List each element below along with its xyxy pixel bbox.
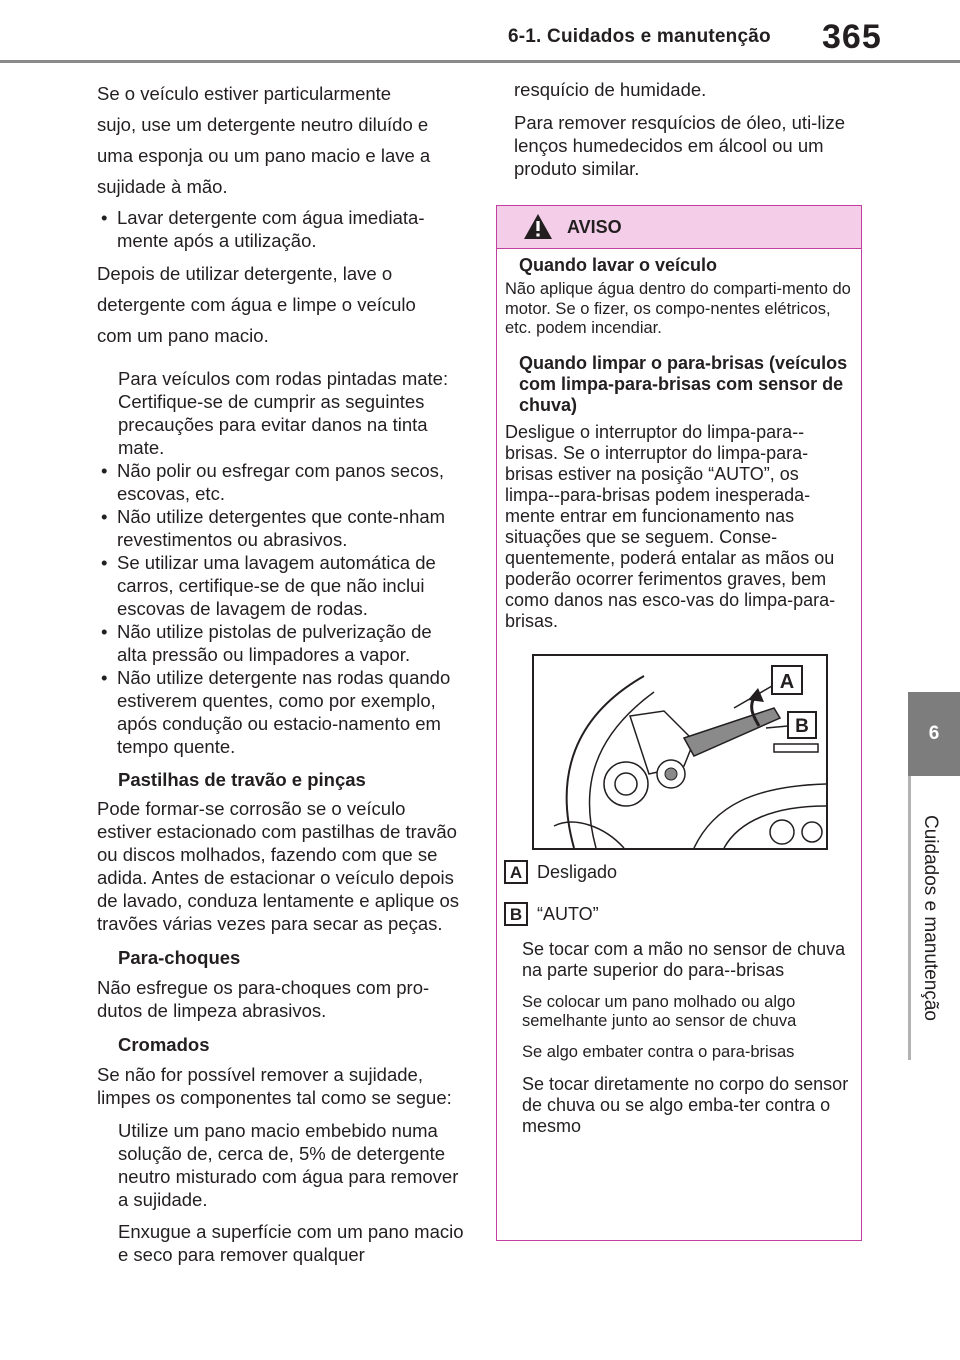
legend-item-a — [505, 862, 852, 883]
text-line: com um pano macio. — [97, 325, 269, 346]
bullet-item: • Lavar detergente com água imediata-mente após a utilização. — [97, 206, 465, 252]
callout-a-label: A — [779, 670, 795, 693]
chapter-tab-label: Cuidados e manutenção — [920, 815, 941, 1021]
left-column — [97, 78, 465, 1266]
legend-text-a: Desligado — [537, 861, 618, 882]
chrome-heading: Cromados — [118, 1034, 210, 1055]
warning-box — [496, 205, 862, 1241]
bullet-item: • Se utilizar uma lavagem automática de carros, certifique-se de que não inclui escovas de lavagem de rodas. — [97, 551, 465, 620]
situation-item: Se algo embater contra o para-brisas — [522, 1042, 795, 1061]
chrome-step-2: Enxugue a superfície com um pano macio e seco para remover qualquer — [118, 1221, 464, 1265]
bullet-item: • Não utilize pistolas de pulverização de alta pressão ou limpadores a vapor. — [97, 620, 465, 666]
situation-item: Se colocar um pano molhado ou algo semelhante junto ao sensor de chuva — [522, 992, 797, 1030]
section-title: 6-1. Cuidados e manutenção — [508, 26, 771, 47]
rinse-paragraph — [97, 258, 465, 351]
wiper-switch-illustration — [534, 656, 826, 848]
warning-header — [497, 206, 861, 249]
bullet-item: • Não utilize detergente nas rodas quando estiverem quentes, como por exemplo, após condução ou estacio-namento em tempo quente. — [97, 666, 465, 758]
wiper-heading: Quando limpar o para-brisas (veículos com limpa-para-brisas com sensor de chuva) — [519, 352, 848, 415]
situation-item: Se tocar diretamente no corpo do sensor de chuva ou se algo emba-ter contra o mesmo — [522, 1074, 849, 1136]
bullet-item: • Não polir ou esfregar com panos secos, escovas, etc. — [97, 459, 465, 505]
header-divider — [0, 60, 960, 63]
text-line: Depois de utilizar detergente, lave o — [97, 263, 393, 284]
intro-paragraph — [97, 78, 465, 202]
legend-key-b: B — [504, 902, 528, 926]
legend-item-b — [505, 904, 852, 925]
wiper-paragraph: Desligue o interruptor do limpa-para--brisas. Se o interruptor do limpa-para-brisas estiver na posição “AUTO”, os limpa--para-brisas podem inesperada-mente entrar em funcionamento nas situações que se seguem. Conse-quentemente, poderá entalar as mãos ou poderão ocorrer ferimentos graves, bem como danos nas esco-vas do limpa-para-brisas. — [505, 421, 836, 631]
text-line: uma esponja ou um pano macio e lave a — [97, 145, 431, 166]
wiper-switch-figure — [532, 654, 828, 850]
washing-heading: Quando lavar o veículo — [519, 255, 718, 275]
chrome-paragraph: Se não for possível remover a sujidade, limpes os componentes tal como se segue: — [97, 1064, 452, 1108]
situation-item: Se tocar com a mão no sensor de chuva na parte superior do para--brisas — [522, 938, 846, 980]
bullet-item: • Não utilize detergentes que conte-nham revestimentos ou abrasivos. — [97, 505, 465, 551]
continued-text: resquício de humidade. — [514, 79, 707, 100]
text-line: Se o veículo estiver particularmente — [97, 83, 392, 104]
bumpers-paragraph: Não esfregue os para-choques com pro-dutos de limpeza abrasivos. — [97, 977, 430, 1021]
legend-text-b: “AUTO” — [537, 903, 599, 924]
matte-wheels-intro: Para veículos com rodas pintadas mate: Certifique-se de cumprir as seguintes precauções para evitar danos na tinta mate. — [118, 368, 449, 458]
text-line: detergente com água e limpe o veículo — [97, 294, 416, 315]
brakes-heading: Pastilhas de travão e pinças — [118, 769, 366, 790]
right-column — [497, 78, 863, 180]
oil-paragraph: Para remover resquícios de óleo, uti-lize lenços humedecidos em álcool ou um produto similar. — [514, 112, 846, 179]
page-number: 365 — [822, 18, 882, 56]
warning-body — [497, 249, 861, 1137]
washing-paragraph: Não aplique água dentro do comparti-mento do motor. Se o fizer, os compo-nentes elétricos, etc. podem incendiar. — [505, 280, 851, 337]
bumpers-heading: Para-choques — [118, 947, 241, 968]
warning-label: AVISO — [567, 217, 622, 237]
text-line: sujidade à mão. — [97, 176, 228, 197]
brakes-paragraph: Pode formar-se corrosão se o veículo estiver estacionado com pastilhas de travão ou discos molhados, fazendo com que se adida. Antes de estacionar o veículo depois de lavado, conduza lentamente e aplique os travões várias vezes para secar as peças. — [97, 798, 460, 934]
text-line: sujo, use um detergente neutro diluído e — [97, 114, 429, 135]
legend-key-a: A — [504, 860, 528, 884]
chapter-tab-number: 6 — [908, 692, 960, 776]
callout-b-label: B — [795, 715, 809, 737]
warning-triangle-icon — [523, 213, 553, 240]
chrome-step-1: Utilize um pano macio embebido numa solução de, cerca de, 5% de detergente neutro misturado com água para remover a sujidade. — [118, 1120, 459, 1210]
